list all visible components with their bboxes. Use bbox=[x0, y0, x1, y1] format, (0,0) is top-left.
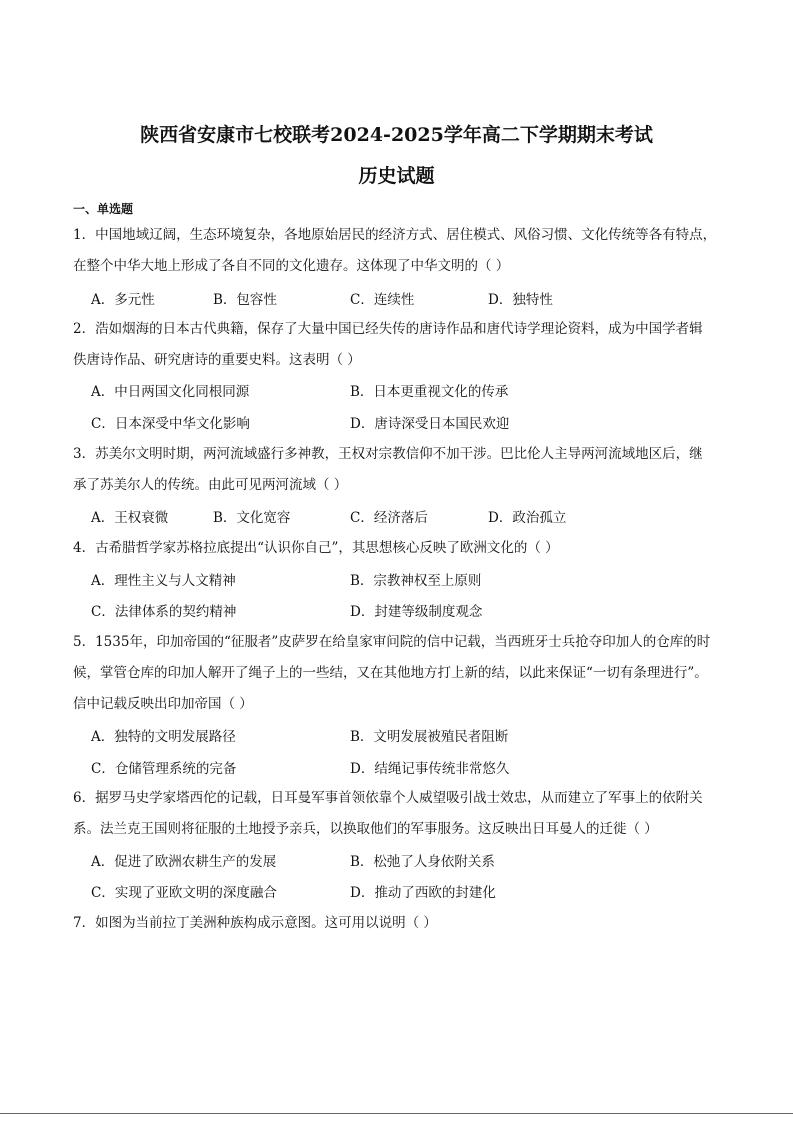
option-d: D．独特性 bbox=[488, 292, 553, 308]
question-line: 候，掌管仓库的印加人解开了绳子上的一些结，又在其他地方打上新的结，以此来保证“一切有条理进行”。 bbox=[73, 665, 708, 681]
option-b: B．松弛了人身依附关系 bbox=[350, 854, 495, 870]
option-c: C．实现了亚欧文明的深度融合 bbox=[91, 885, 277, 901]
option-b: B．文明发展被殖民者阻断 bbox=[350, 729, 509, 745]
option-c: C．日本深受中华文化影响 bbox=[91, 416, 250, 432]
option-b: B．文化宽容 bbox=[213, 510, 291, 526]
option-a: A．王权衰微 bbox=[91, 510, 169, 526]
section-heading: 一、单选题 bbox=[73, 202, 134, 216]
option-d: D．结绳记事传统非常悠久 bbox=[350, 761, 510, 777]
question-line: 信中记载反映出印加帝国（ ） bbox=[73, 696, 253, 712]
option-d: D．唐诗深受日本国民欢迎 bbox=[350, 416, 510, 432]
option-c: C．仓储管理系统的完备 bbox=[91, 761, 237, 777]
option-d: D．政治孤立 bbox=[488, 510, 567, 526]
option-a: A．促进了欧洲农耕生产的发展 bbox=[91, 854, 277, 870]
question-line: 承了苏美尔人的传统。由此可见两河流域（ ） bbox=[73, 477, 348, 493]
question-line: 系。法兰克王国则将征服的土地授予亲兵，以换取他们的军事服务。这反映出日耳曼人的迁徙（ ） bbox=[73, 821, 658, 837]
option-a: A．独特的文明发展路径 bbox=[91, 729, 236, 745]
option-c: C．连续性 bbox=[350, 292, 415, 308]
question-line: 5．1535年，印加帝国的“征服者”皮萨罗在给皇家审问院的信中记载，当西班牙士兵抢夺印加人的仓库的时 bbox=[73, 634, 711, 650]
option-b: B．宗教神权至上原则 bbox=[350, 573, 482, 589]
question-line: 3．苏美尔文明时期，两河流域盛行多神教，王权对宗教信仰不加干涉。巴比伦人主导两河流域地区后，继 bbox=[73, 446, 703, 462]
option-a: A．中日两国文化同根同源 bbox=[91, 384, 250, 400]
option-d: D．推动了西欧的封建化 bbox=[350, 885, 496, 901]
question-line: 佚唐诗作品、研究唐诗的重要史料。这表明（ ） bbox=[73, 352, 361, 368]
question-line: 1．中国地域辽阔，生态环境复杂，各地原始居民的经济方式、居住模式、风俗习惯、文化传统等各有特点， bbox=[73, 227, 717, 243]
option-b: B．包容性 bbox=[213, 292, 277, 308]
option-b: B．日本更重视文化的传承 bbox=[350, 384, 509, 400]
question-line: 6．据罗马史学家塔西佗的记载，日耳曼军事首领依靠个人威望吸引战士效忠，从而建立了军事上的依附关 bbox=[73, 790, 703, 806]
option-a: A．理性主义与人文精神 bbox=[91, 573, 236, 589]
document-subtitle: 历史试题 bbox=[358, 165, 435, 187]
document-title: 陕西省安康市七校联考2024-2025学年高二下学期期末考试 bbox=[140, 124, 653, 146]
option-d: D．封建等级制度观念 bbox=[350, 604, 483, 620]
question-line: 4．古希腊哲学家苏格拉底提出“认识你自己”，其思想核心反映了欧洲文化的（ ） bbox=[73, 540, 559, 556]
option-c: C．经济落后 bbox=[350, 510, 428, 526]
option-c: C．法律体系的契约精神 bbox=[91, 604, 237, 620]
option-a: A．多元性 bbox=[91, 292, 155, 308]
question-line: 2．浩如烟海的日本古代典籍，保存了大量中国已经失传的唐诗作品和唐代诗学理论资料，成为中国学者辑 bbox=[73, 321, 703, 337]
question-line: 7．如图为当前拉丁美洲种族构成示意图。这可用以说明（ ） bbox=[73, 915, 437, 931]
page-bottom-rule bbox=[0, 1113, 793, 1114]
question-line: 在整个中华大地上形成了各自不同的文化遗存。这体现了中华文明的（ ） bbox=[73, 258, 510, 274]
